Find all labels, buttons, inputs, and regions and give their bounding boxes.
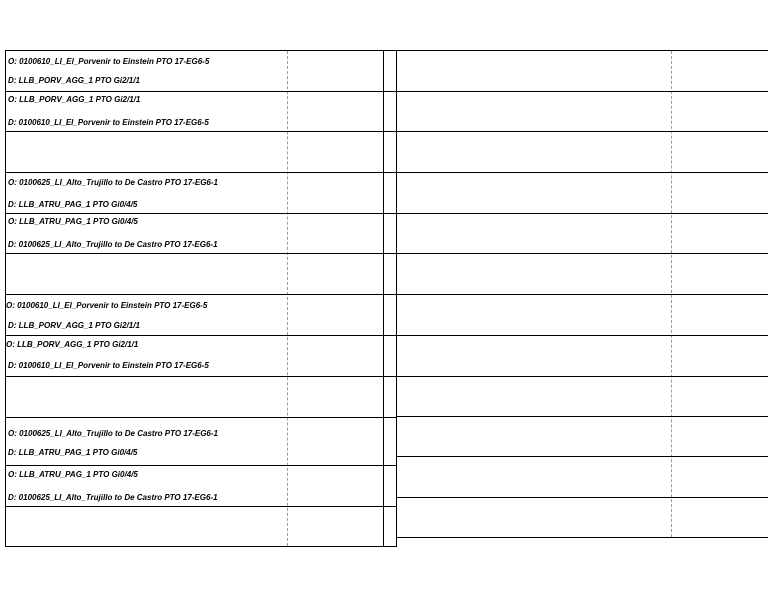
destination-text: D: LLB_PORV_AGG_1 PTO Gi2/1/1	[8, 76, 140, 85]
table-row	[397, 254, 768, 295]
destination-text: D: 0100625_LI_Alto_Trujillo to De Castro PTO 17-EG6-1	[8, 240, 218, 249]
table-row	[6, 507, 396, 546]
destination-text: D: 0100610_LI_El_Porvenir to Einstein PTO 17-EG6-5	[8, 361, 209, 370]
table-row	[397, 132, 768, 173]
table-row	[397, 377, 768, 417]
table-row	[397, 92, 768, 132]
table-row	[6, 295, 396, 336]
table-row	[397, 214, 768, 254]
destination-text: D: 0100625_LI_Alto_Trujillo to De Castro PTO 17-EG6-1	[8, 493, 218, 502]
destination-text: D: LLB_PORV_AGG_1 PTO Gi2/1/1	[8, 321, 140, 330]
origin-text: O: 0100625_LI_Alto_Trujillo to De Castro PTO 17-EG6-1	[8, 178, 218, 187]
destination-text: D: 0100610_LI_El_Porvenir to Einstein PTO 17-EG6-5	[8, 118, 209, 127]
left-table	[5, 50, 397, 547]
table-row	[6, 92, 396, 132]
origin-text: O: LLB_ATRU_PAG_1 PTO Gi0/4/5	[8, 470, 138, 479]
table-row	[6, 132, 396, 173]
table-row	[6, 466, 396, 507]
origin-text: O: 0100610_LI_El_Porvenir to Einstein PTO 17-EG6-5	[6, 301, 208, 310]
table-row	[6, 336, 396, 377]
table-row	[6, 418, 396, 466]
table-row	[397, 51, 768, 92]
table-row	[6, 173, 396, 214]
origin-text: O: 0100610_LI_El_Porvenir to Einstein PTO 17-EG6-5	[8, 57, 210, 66]
right-table	[397, 50, 768, 538]
destination-text: D: LLB_ATRU_PAG_1 PTO Gi0/4/5	[8, 200, 138, 209]
table-row	[397, 295, 768, 336]
origin-text: O: 0100625_LI_Alto_Trujillo to De Castro PTO 17-EG6-1	[8, 429, 218, 438]
origin-text: O: LLB_ATRU_PAG_1 PTO Gi0/4/5	[8, 217, 138, 226]
table-row	[6, 214, 396, 254]
destination-text: D: LLB_ATRU_PAG_1 PTO Gi0/4/5	[8, 448, 138, 457]
origin-text: O: LLB_PORV_AGG_1 PTO Gi2/1/1	[6, 340, 139, 349]
table-row	[6, 254, 396, 295]
table-row	[6, 51, 396, 92]
table-row	[6, 377, 396, 418]
table-row	[397, 336, 768, 377]
table-row	[397, 457, 768, 498]
origin-text: O: LLB_PORV_AGG_1 PTO Gi2/1/1	[8, 95, 141, 104]
table-row	[397, 417, 768, 457]
table-row	[397, 173, 768, 214]
